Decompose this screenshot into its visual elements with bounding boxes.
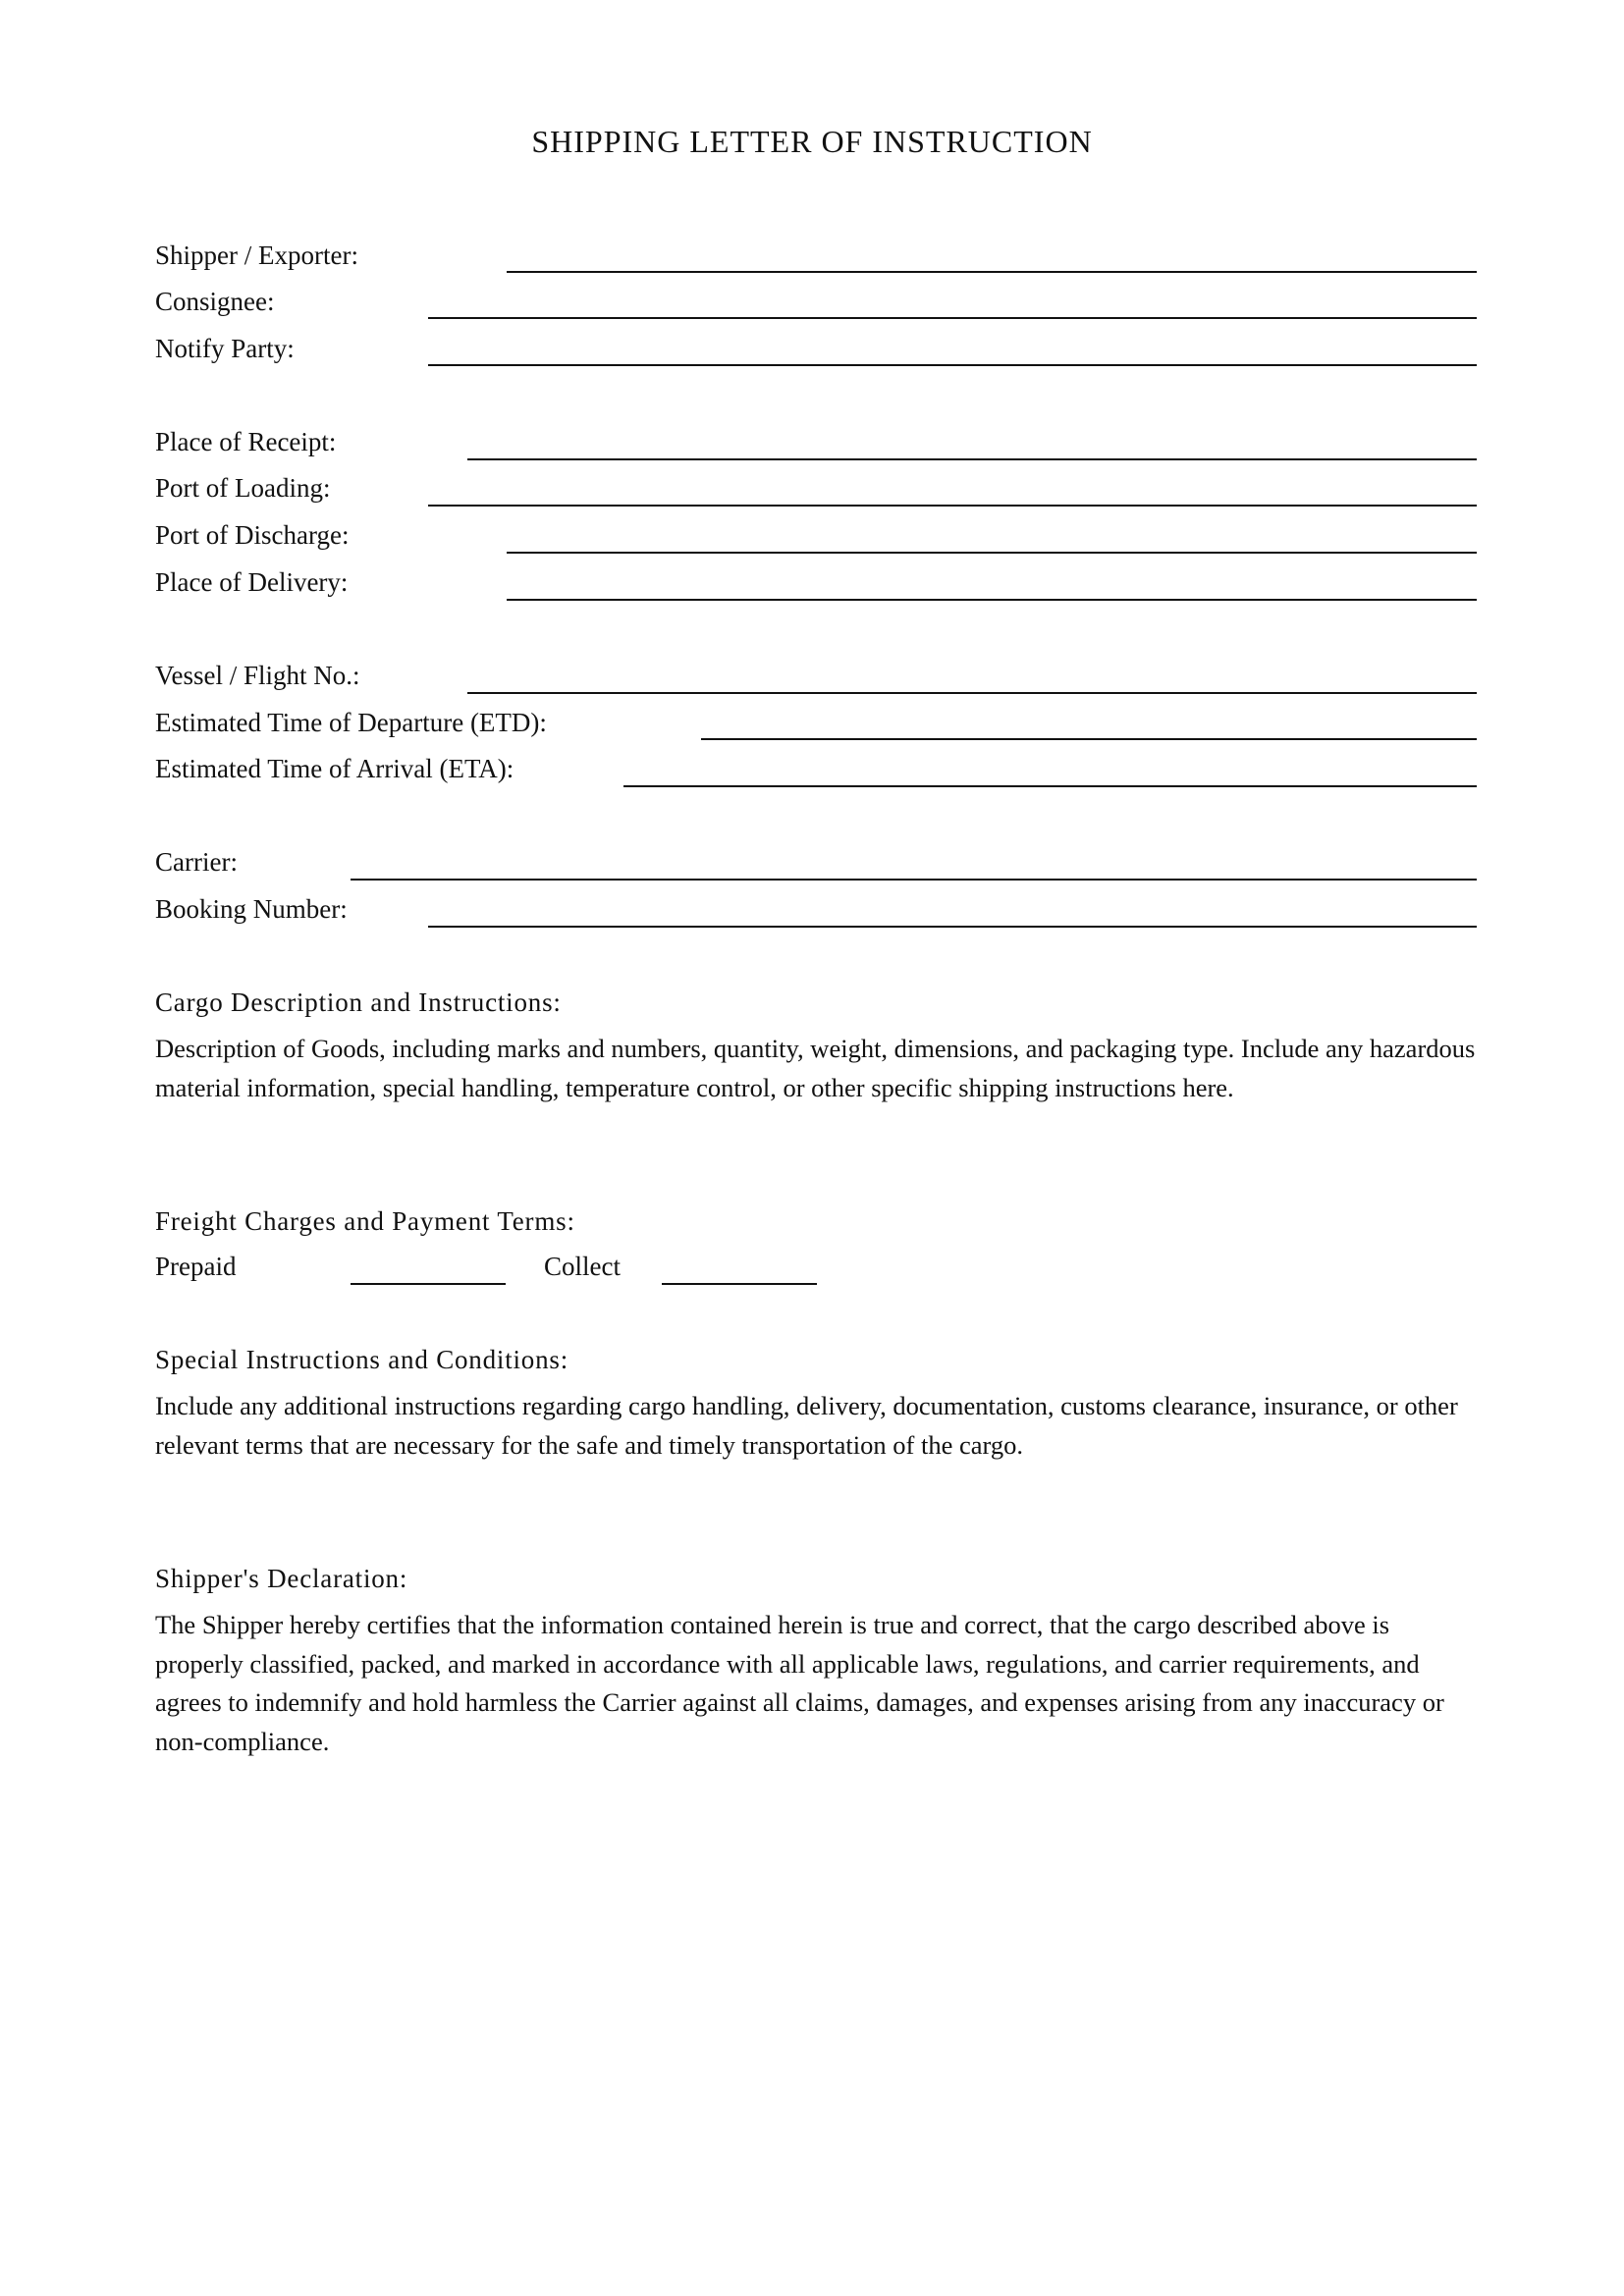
place-of-receipt-label: Place of Receipt: bbox=[155, 427, 337, 456]
vessel-flight-label: Vessel / Flight No.: bbox=[155, 661, 360, 690]
port-of-discharge-input-line[interactable] bbox=[507, 552, 1477, 554]
shipper-declaration-heading: Shipper's Declaration: bbox=[155, 1564, 408, 1593]
shipper-input-line[interactable] bbox=[507, 271, 1477, 273]
carrier-input-line[interactable] bbox=[351, 879, 1477, 881]
booking-number-input-line[interactable] bbox=[428, 926, 1477, 928]
document-title: SHIPPING LETTER OF INSTRUCTION bbox=[531, 124, 1093, 159]
port-of-discharge-label: Port of Discharge: bbox=[155, 520, 350, 550]
prepaid-input-line[interactable] bbox=[351, 1283, 506, 1285]
etd-label: Estimated Time of Departure (ETD): bbox=[155, 708, 547, 737]
freight-section-heading: Freight Charges and Payment Terms: bbox=[155, 1206, 575, 1236]
eta-input-line[interactable] bbox=[623, 785, 1477, 787]
collect-label: Collect bbox=[544, 1252, 621, 1281]
etd-input-line[interactable] bbox=[701, 738, 1477, 740]
port-of-loading-label: Port of Loading: bbox=[155, 473, 331, 503]
notify-party-label: Notify Party: bbox=[155, 334, 295, 363]
vessel-flight-input-line[interactable] bbox=[467, 692, 1477, 694]
port-of-loading-input-line[interactable] bbox=[428, 505, 1477, 507]
carrier-label: Carrier: bbox=[155, 847, 238, 877]
shipper-label: Shipper / Exporter: bbox=[155, 240, 358, 270]
eta-label: Estimated Time of Arrival (ETA): bbox=[155, 754, 514, 783]
consignee-input-line[interactable] bbox=[428, 317, 1477, 319]
place-of-delivery-input-line[interactable] bbox=[507, 599, 1477, 601]
consignee-label: Consignee: bbox=[155, 287, 275, 316]
shipper-declaration-text: The Shipper hereby certifies that the information contained herein is true and correct, that the cargo described above is properly classified, packed, and marked in accordance with all applicable laws, regulations, and carrier requirements, and agrees to indemnify and hold harmless the Carrier against all claims, damages, and expenses arising from any inaccuracy or non-compliance. bbox=[155, 1610, 1444, 1756]
cargo-section-heading: Cargo Description and Instructions: bbox=[155, 988, 562, 1017]
cargo-description-text: Description of Goods, including marks and numbers, quantity, weight, dimensions, and packaging type. Include any hazardous material information, special handling, temperature control, or other specific shipping instructions here. bbox=[155, 1034, 1476, 1102]
notify-party-input-line[interactable] bbox=[428, 364, 1477, 366]
special-instructions-text: Include any additional instructions regarding cargo handling, delivery, documentation, customs clearance, insurance, or other relevant terms that are necessary for the safe and timely transportation of the cargo. bbox=[155, 1391, 1458, 1460]
collect-input-line[interactable] bbox=[662, 1283, 817, 1285]
special-instructions-heading: Special Instructions and Conditions: bbox=[155, 1345, 569, 1374]
place-of-delivery-label: Place of Delivery: bbox=[155, 567, 349, 597]
place-of-receipt-input-line[interactable] bbox=[467, 458, 1477, 460]
prepaid-label: Prepaid bbox=[155, 1252, 237, 1281]
booking-number-label: Booking Number: bbox=[155, 894, 348, 924]
